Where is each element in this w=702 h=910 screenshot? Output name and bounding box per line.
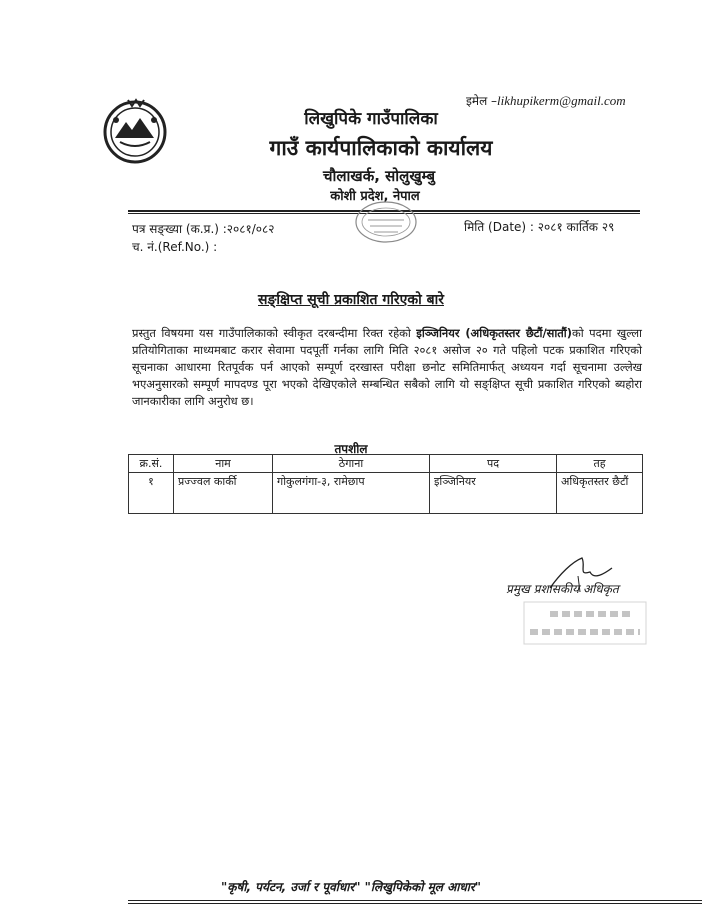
candidate-table — [128, 454, 643, 514]
office-stamp-icon — [354, 200, 418, 244]
cell-name: प्रज्ज्वल कार्की — [174, 473, 273, 514]
cell-sn: १ — [129, 473, 174, 514]
col-level: तह — [557, 455, 643, 473]
cell-address: गोकुलगंगा-३, रामेछाप — [273, 473, 430, 514]
address-line-2: कोशी प्रदेश, नेपाल — [330, 189, 420, 204]
col-post: पद — [430, 455, 557, 473]
table-header-row — [129, 455, 643, 473]
office-name: लिखुपिके गाउँपालिका — [304, 109, 438, 129]
subject-line — [0, 290, 702, 309]
table-row — [129, 473, 643, 514]
letter-date: मिति (Date) : २०८१ कार्तिक २९ — [464, 220, 615, 234]
signatory-title: प्रमुख प्रशासकीय अधिकृत — [506, 582, 619, 596]
table-caption-text: तपशील — [334, 442, 368, 456]
body-text-2: को पदमा खुल्ला प्रतियोगिताका माध्यमबाट करार सेवामा पदपूर्ती गर्नका लागि मिति २०८१ असोज २० गते पहिलो पटक प्रकाशित गरिएको सूचनाका आधारमा रितपूर्वक पर्न आएको सम्पूर्ण दरखास्त परीक्षा छनोट समितिमार्फत् अध्ययन गर्दा सूचनामा उल्लेख भएअनुसारको सम्पूर्ण मापदण्ड पूरा भएको देखिएकोले सम्बन्धित सबैको लागि यो सङ्क्षिप्त सूची प्रकाशित गरिएको ब्यहोरा जानकारीका लागि अनुरोध छ। — [132, 326, 642, 408]
col-name: नाम — [174, 455, 273, 473]
body-bold-post: इञ्जिनियर (अधिकृतस्तर छैटौं/सातौं) — [416, 326, 572, 340]
office-title: गाउँ कार्यपालिकाको कार्यालय — [269, 136, 493, 160]
body-paragraph — [132, 325, 642, 410]
email-label: इमेल – — [466, 94, 498, 108]
cell-post: इञ्जिनियर — [430, 473, 557, 514]
footer-motto: "कृषी, पर्यटन, उर्जा र पूर्वाधार" "लिखुपिकेको मूल आधार" — [220, 880, 482, 894]
reference-number: च. नं.(Ref.No.) : — [132, 240, 218, 254]
cell-level: अधिकृतस्तर छैटौं — [557, 473, 643, 514]
letter-number: पत्र सङ्ख्या (क.प्र.) :२०८१/०८२ — [132, 222, 275, 236]
address-line-1: चौलाखर्क, सोलुखुम्बु — [322, 167, 436, 185]
footer-rule-thin — [128, 903, 702, 904]
footer-rule — [128, 900, 702, 901]
col-sn: क्र.सं. — [129, 455, 174, 473]
email-address: likhupikerm@gmail.com — [497, 93, 626, 108]
col-address: ठेगाना — [273, 455, 430, 473]
subject-text: सङ्क्षिप्त सूची प्रकाशित गरिएको बारे — [258, 292, 444, 308]
signature-stamp-icon — [520, 598, 650, 648]
body-text-1: प्रस्तुत विषयमा यस गाउँपालिकाको स्वीकृत दरबन्दीमा रिक्त रहेको — [132, 326, 417, 340]
